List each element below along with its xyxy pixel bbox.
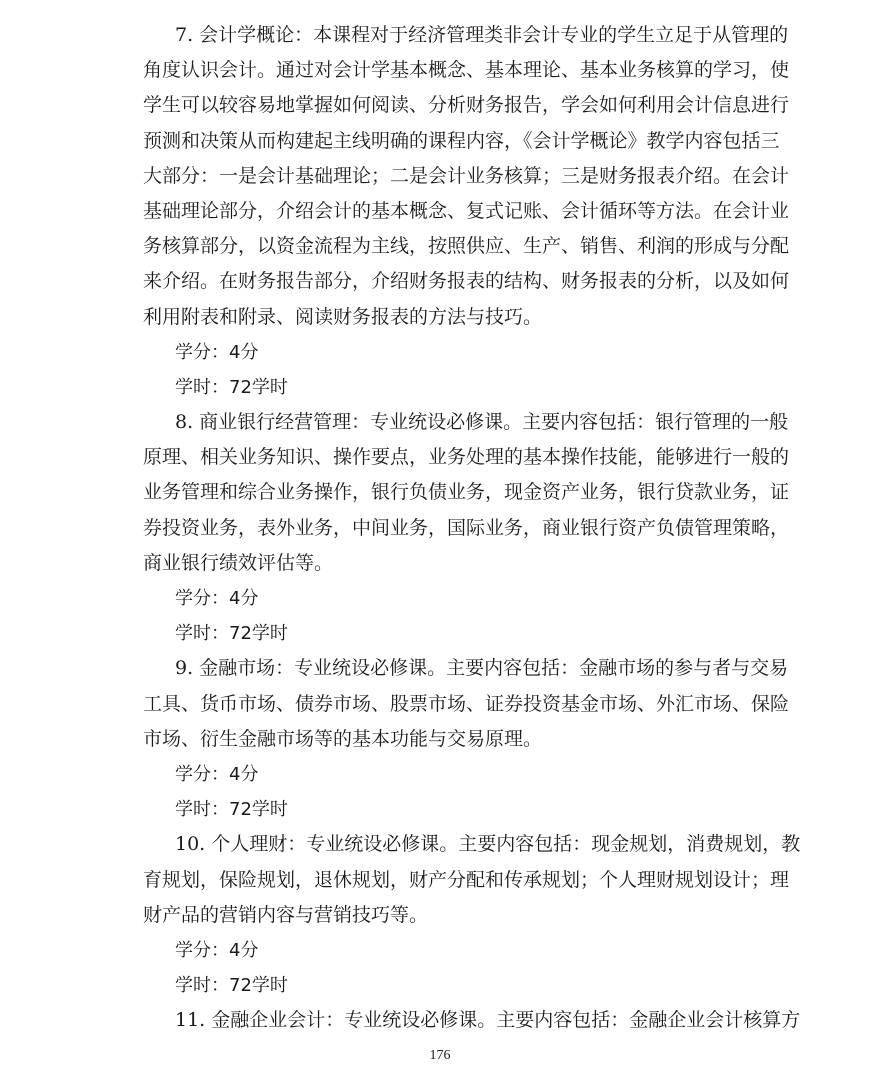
course-section-9 bbox=[143, 651, 790, 827]
paragraph-line: 学生可以较容易地掌握如何阅读、分析财务报告，学会如何利用会计信息进行 bbox=[143, 94, 790, 117]
paragraph-line: 8. 商业银行经营管理：专业统设必修课。主要内容包括：银行管理的一般 bbox=[175, 411, 789, 434]
paragraph-line: 预测和决策从而构建起主线明确的课程内容，《会计学概论》教学内容包括三 bbox=[143, 129, 780, 152]
paragraph-line: 来介绍。在财务报告部分，介绍财务报表的结构、财务报表的分析，以及如何 bbox=[143, 270, 790, 293]
course-hours: 学时：72学时 bbox=[175, 376, 288, 398]
paragraph-line: 9. 金融市场：专业统设必修课。主要内容包括：金融市场的参与者与交易 bbox=[175, 657, 789, 680]
course-credits: 学分：4分 bbox=[175, 939, 259, 961]
paragraph-line: 利用附表和附录、阅读财务报表的方法与技巧。 bbox=[143, 305, 543, 328]
course-section-10 bbox=[143, 827, 801, 1003]
paragraph-line: 育规划，保险规划，退休规划，财产分配和传承规划；个人理财规划设计；理 bbox=[143, 868, 790, 891]
paragraph-line: 11. 金融企业会计：专业统设必修课。主要内容包括：金融企业会计核算方 bbox=[175, 1009, 801, 1032]
paragraph-line: 财产品的营销内容与营销技巧等。 bbox=[143, 903, 429, 926]
course-hours: 学时：72学时 bbox=[175, 799, 288, 821]
page-number: 176 bbox=[429, 1048, 451, 1063]
paragraph-line: 7. 会计学概论：本课程对于经济管理类非会计专业的学生立足于从管理的 bbox=[175, 24, 789, 46]
course-section-11 bbox=[143, 1003, 801, 1038]
course-credits: 学分：4分 bbox=[175, 763, 259, 785]
course-hours: 学时：72学时 bbox=[175, 975, 288, 997]
course-credits: 学分：4分 bbox=[175, 341, 259, 363]
paragraph-line: 务核算部分，以资金流程为主线，按照供应、生产、销售、利润的形成与分配 bbox=[143, 235, 790, 258]
paragraph-line: 角度认识会计。通过对会计学基本概念、基本理论、基本业务核算的学习，使 bbox=[143, 59, 790, 82]
course-section-8 bbox=[143, 405, 790, 651]
paragraph-line: 工具、货币市场、债券市场、股票市场、证券投资基金市场、外汇市场、保险 bbox=[143, 692, 790, 715]
paragraph-line: 券投资业务，表外业务，中间业务，国际业务，商业银行资产负债管理策略， bbox=[143, 516, 790, 539]
paragraph-line: 大部分：一是会计基础理论；二是会计业务核算；三是财务报表介绍。在会计 bbox=[143, 164, 790, 187]
course-credits: 学分：4分 bbox=[175, 588, 259, 609]
paragraph-line: 商业银行绩效评估等。 bbox=[143, 551, 334, 574]
course-hours: 学时：72学时 bbox=[175, 623, 288, 645]
paragraph-line: 市场、衍生金融市场等的基本功能与交易原理。 bbox=[143, 727, 543, 750]
paragraph-line: 10. 个人理财：专业统设必修课。主要内容包括：现金规划，消费规划，教 bbox=[175, 833, 801, 856]
paragraph-line: 原理、相关业务知识、操作要点，业务处理的基本操作技能，能够进行一般的 bbox=[143, 446, 790, 469]
document-page bbox=[143, 18, 801, 1038]
paragraph-line: 基础理论部分，介绍会计的基本概念、复式记账、会计循环等方法。在会计业 bbox=[143, 199, 790, 222]
paragraph-line: 业务管理和综合业务操作，银行负债业务，现金资产业务，银行贷款业务，证 bbox=[143, 481, 790, 504]
course-section-7 bbox=[143, 18, 790, 405]
